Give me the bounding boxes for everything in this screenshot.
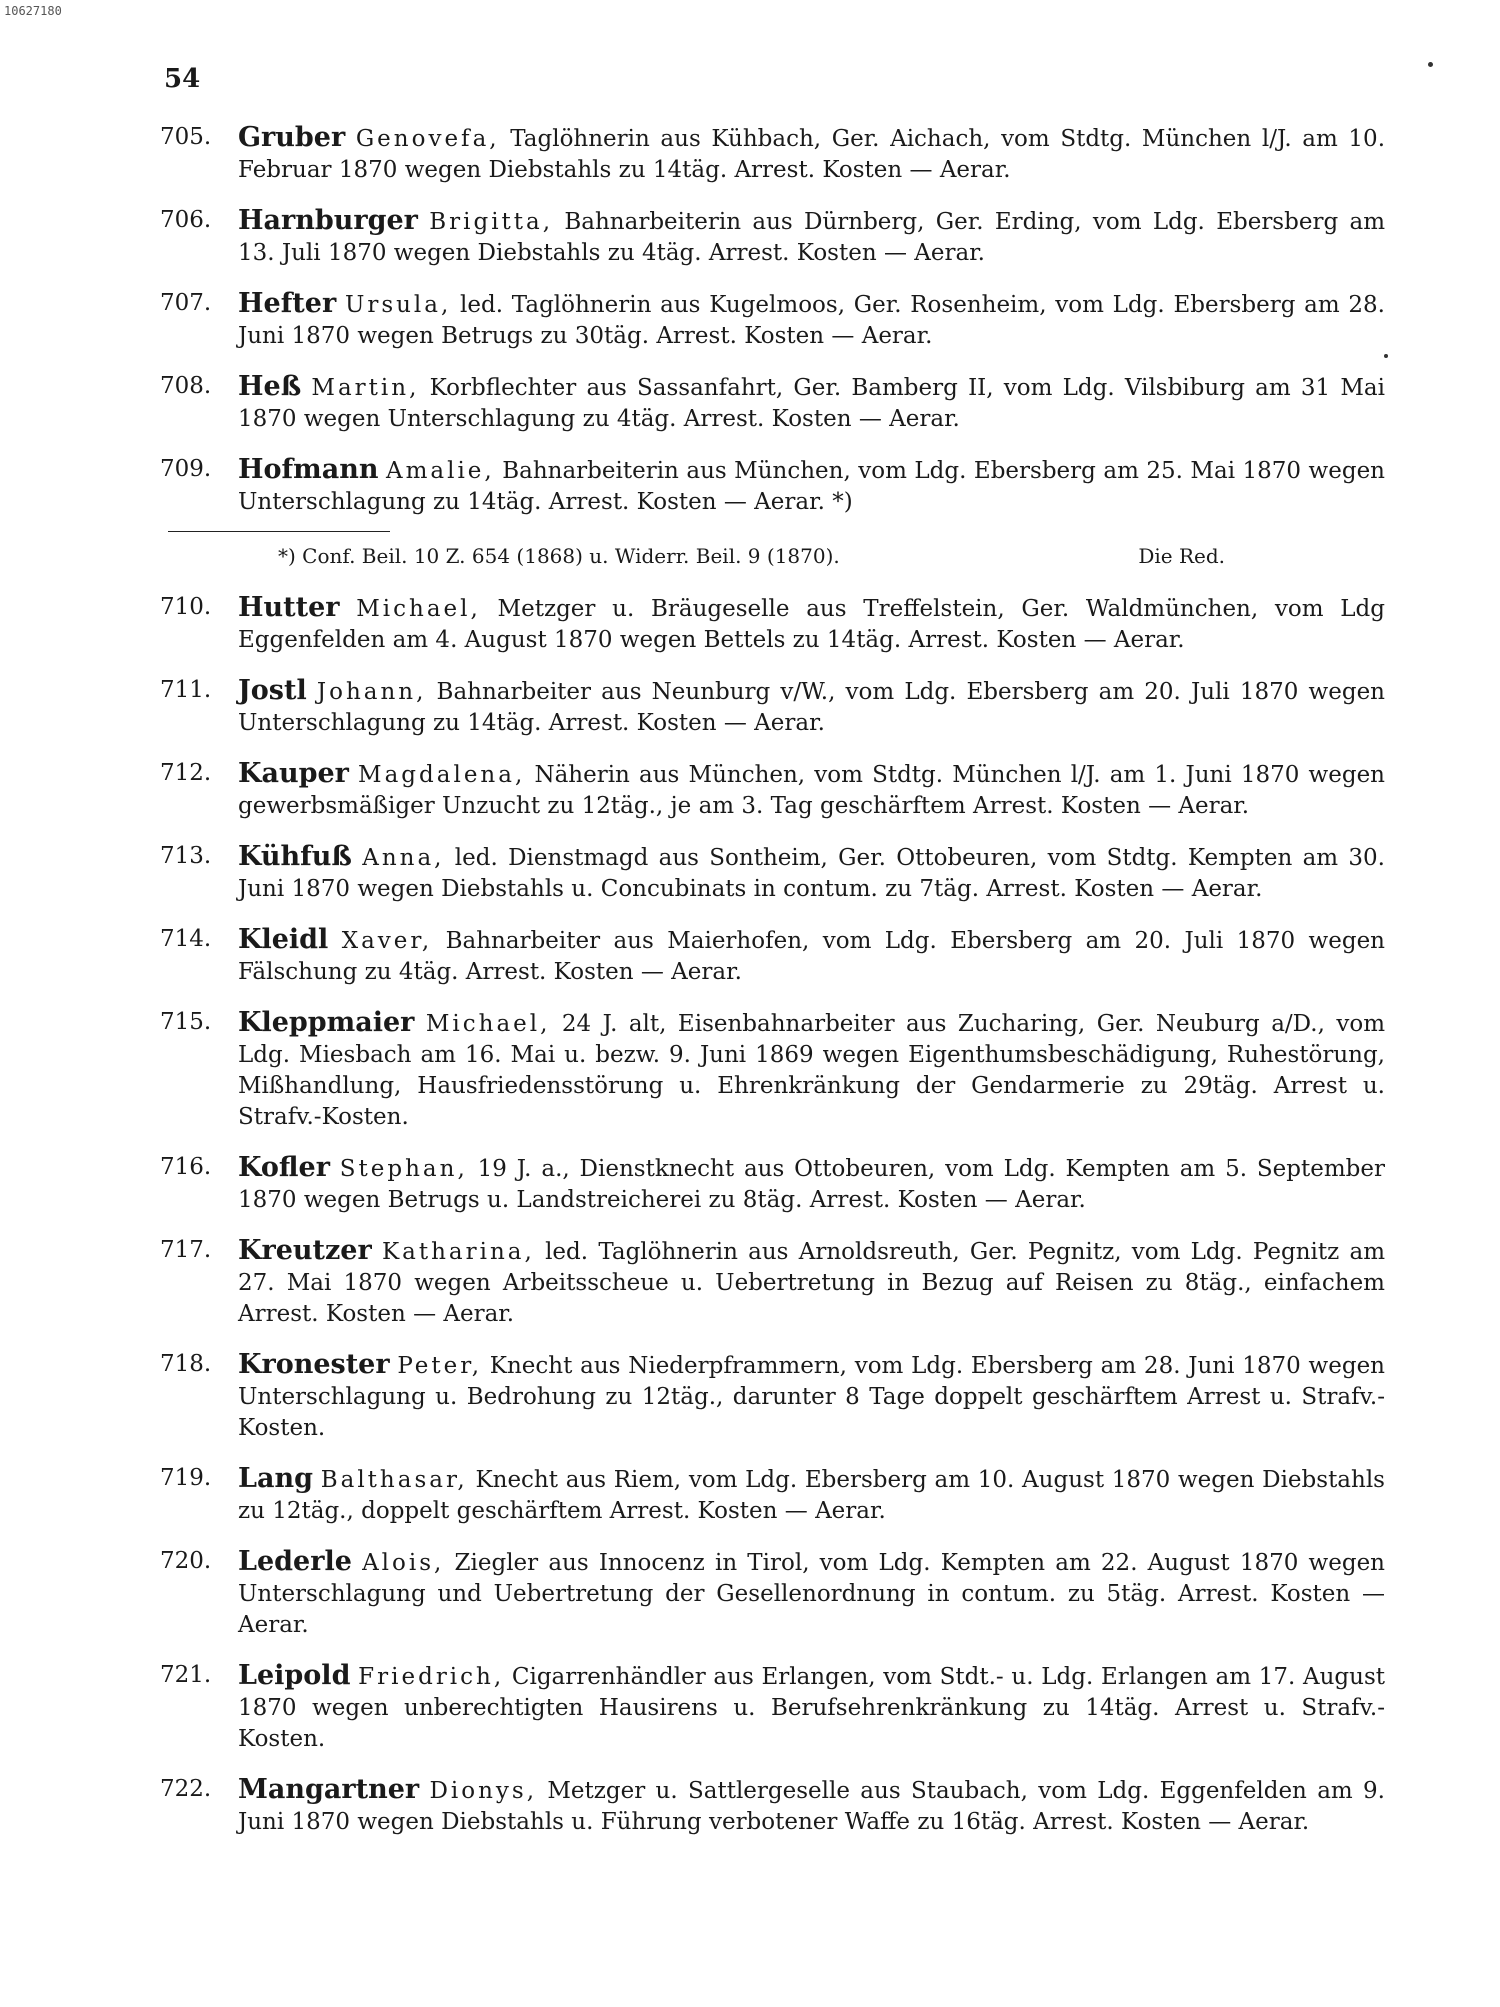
entries-after-note [160, 592, 1385, 1838]
entry-number: 717. [160, 1237, 212, 1263]
entry-text: Bahnarbeiter aus Neunburg v/W., vom Ldg. Ebersberg am 20. Juli 1870 wegen Unterschlagung zu 14täg. Arrest. Kosten — Aerar. [238, 679, 1385, 736]
entry [160, 1152, 1385, 1216]
entry-text: Knecht aus Niederpframmern, vom Ldg. Ebersberg am 28. Juni 1870 wegen Unterschlagung u. Bedrohung zu 12täg., darunter 8 Tage doppelt geschärftem Arrest u. Strafv.-Kosten. [238, 1353, 1385, 1441]
entry-given-name: Martin, [311, 375, 420, 401]
entry-surname: Leipold [238, 1660, 351, 1691]
entry-number: 709. [160, 456, 212, 482]
entry-text: led. Taglöhnerin aus Kugelmoos, Ger. Rosenheim, vom Ldg. Ebersberg am 28. Juni 1870 wegen Betrugs zu 30täg. Arrest. Kosten — Aerar. [238, 292, 1385, 349]
entry-given-name: Katharina, [381, 1239, 535, 1265]
entry-surname: Kauper [238, 758, 349, 789]
entry-given-name: Magdalena, [358, 762, 526, 788]
entry-given-name: Johann, [316, 679, 427, 705]
entry-number: 712. [160, 760, 212, 786]
footnote [160, 542, 1385, 570]
entry-text: Bahnarbeiterin aus München, vom Ldg. Ebersberg am 25. Mai 1870 wegen Unterschlagung zu 14täg. Arrest. Kosten — Aerar. *) [238, 458, 1385, 515]
entry-surname: Harnburger [238, 205, 418, 236]
entry-text: led. Taglöhnerin aus Arnoldsreuth, Ger. Pegnitz, vom Ldg. Pegnitz am 27. Mai 1870 wegen Arbeitsscheue u. Uebertretung in Bezug auf Reisen zu 8täg., einfachem Arrest. Kosten — Aerar. [238, 1239, 1386, 1327]
entry [160, 122, 1385, 186]
entry-text: Korbflechter aus Sassanfahrt, Ger. Bamberg II, vom Ldg. Vilsbiburg am 31 Mai 1870 wegen Unterschlagung zu 4täg. Arrest. Kosten — Aerar. [238, 375, 1385, 432]
entry [160, 454, 1385, 518]
entry-surname: Kleidl [238, 924, 329, 955]
entry-surname: Heß [238, 371, 302, 402]
footnote-signature: Die Red. [1138, 544, 1225, 568]
entry-given-name: Brigitta, [429, 209, 554, 235]
scan-id: 10627180 [4, 4, 62, 18]
entry-given-name: Dionys, [429, 1778, 538, 1804]
page-number: 54 [164, 64, 201, 94]
entry-surname: Hofmann [238, 454, 379, 485]
entry-text: led. Dienstmagd aus Sontheim, Ger. Ottobeuren, vom Stdtg. Kempten am 30. Juni 1870 wegen Diebstahls u. Concubinats in contum. zu 7täg. Arrest. Kosten — Aerar. [238, 845, 1385, 902]
entry-given-name: Stephan, [339, 1156, 468, 1182]
entry-text: Bahnarbeiterin aus Dürnberg, Ger. Erding, vom Ldg. Ebersberg am 13. Juli 1870 wegen Diebstahls zu 4täg. Arrest. Kosten — Aerar. [238, 209, 1386, 266]
entry-number: 713. [160, 843, 212, 869]
entry [160, 1463, 1385, 1527]
entry-given-name: Friedrich, [358, 1664, 505, 1690]
entry-surname: Kofler [238, 1152, 330, 1183]
entry-text: Cigarrenhändler aus Erlangen, vom Stdt.- u. Ldg. Erlangen am 17. August 1870 wegen unberechtigten Hausirens u. Berufsehrenkränkung zu 14täg. Arrest u. Strafv.-Kosten. [238, 1664, 1385, 1752]
entry-given-name: Balthasar, [320, 1467, 468, 1493]
entry-surname: Mangartner [238, 1774, 420, 1805]
entries-before-note [160, 122, 1385, 518]
entry-text: 19 J. a., Dienstknecht aus Ottobeuren, vom Ldg. Kempten am 5. September 1870 wegen Betrugs u. Landstreicherei zu 8täg. Arrest. Kosten — Aerar. [238, 1156, 1385, 1213]
entry-text: Näherin aus München, vom Stdtg. München l/J. am 1. Juni 1870 wegen gewerbsmäßiger Unzucht zu 12täg., je am 3. Tag geschärftem Arrest. Kosten — Aerar. [238, 762, 1385, 819]
entry-number: 708. [160, 373, 212, 399]
entry [160, 924, 1385, 988]
entry-text: Taglöhnerin aus Kühbach, Ger. Aichach, vom Stdtg. München l/J. am 10. Februar 1870 wegen Diebstahls zu 14täg. Arrest. Kosten — Aerar. [238, 126, 1385, 183]
entry-given-name: Xaver, [341, 928, 433, 954]
entry-text: Metzger u. Bräugeselle aus Treffelstein, Ger. Waldmünchen, vom Ldg Eggenfelden am 4. August 1870 wegen Bettels zu 14täg. Arrest. Kosten — Aerar. [238, 596, 1386, 653]
entry-number: 720. [160, 1548, 212, 1574]
entry-given-name: Alois, [362, 1550, 445, 1576]
entry-number: 714. [160, 926, 212, 952]
entry [160, 758, 1385, 822]
entry-number: 711. [160, 677, 212, 703]
entry-number: 721. [160, 1662, 212, 1688]
entry [160, 371, 1385, 435]
entry-given-name: Genovefa, [355, 126, 500, 152]
entry-given-name: Amalie, [385, 458, 495, 484]
entry [160, 205, 1385, 269]
entry-surname: Kronester [238, 1349, 390, 1380]
entry-text: Ziegler aus Innocenz in Tirol, vom Ldg. Kempten am 22. August 1870 wegen Unterschlagung und Uebertretung der Gesellenordnung in contum. zu 5täg. Arrest. Kosten — Aerar. [238, 1550, 1385, 1638]
entry-text: 24 J. alt, Eisenbahnarbeiter aus Zucharing, Ger. Neuburg a/D., vom Ldg. Miesbach am 16. Mai u. bezw. 9. Juni 1869 wegen Eigenthumsbeschädigung, Ruhestörung, Mißhandlung, Hausfriedensstörung u. Ehrenkränkung der Gendarmerie zu 29täg. Arrest u. Strafv.-Kosten. [238, 1011, 1386, 1130]
entry-number: 716. [160, 1154, 212, 1180]
entry-number: 707. [160, 290, 212, 316]
entry-surname: Kreutzer [238, 1235, 372, 1266]
entry-surname: Jostl [238, 675, 307, 706]
entry-surname: Lederle [238, 1546, 352, 1577]
entry-given-name: Ursula, [344, 292, 452, 318]
entry-number: 719. [160, 1465, 212, 1491]
entry [160, 1660, 1385, 1755]
entry [160, 1546, 1385, 1641]
entry-number: 706. [160, 207, 212, 233]
entry-surname: Kleppmaier [238, 1007, 415, 1038]
entry [160, 1774, 1385, 1838]
entry-surname: Gruber [238, 122, 346, 153]
entry-number: 718. [160, 1351, 212, 1377]
footnote-rule [168, 531, 390, 532]
entry [160, 288, 1385, 352]
entry-number: 705. [160, 124, 212, 150]
entry [160, 675, 1385, 739]
entry-given-name: Anna, [362, 845, 445, 871]
entry-number: 710. [160, 594, 212, 620]
entry-surname: Hefter [238, 288, 337, 319]
speck-mark [1428, 62, 1433, 67]
entry-given-name: Michael, [425, 1011, 551, 1037]
entry-surname: Lang [238, 1463, 313, 1494]
entry-list [160, 122, 1385, 1857]
entry [160, 1007, 1385, 1133]
entry-text: Metzger u. Sattlergeselle aus Staubach, vom Ldg. Eggenfelden am 9. Juni 1870 wegen Diebstahls u. Führung verbotener Waffe zu 16täg. Arrest. Kosten — Aerar. [238, 1778, 1385, 1835]
entry-surname: Kühfuß [238, 841, 352, 872]
footnote-text: *) Conf. Beil. 10 Z. 654 (1868) u. Widerr. Beil. 9 (1870). [278, 544, 840, 568]
entry-text: Knecht aus Riem, vom Ldg. Ebersberg am 10. August 1870 wegen Diebstahls zu 12täg., doppelt geschärftem Arrest. Kosten — Aerar. [238, 1467, 1385, 1524]
entry [160, 592, 1385, 656]
entry-number: 715. [160, 1009, 212, 1035]
entry [160, 1235, 1385, 1330]
entry [160, 1349, 1385, 1444]
entry-given-name: Peter, [397, 1353, 483, 1379]
entry-text: Bahnarbeiter aus Maierhofen, vom Ldg. Ebersberg am 20. Juli 1870 wegen Fälschung zu 4täg. Arrest. Kosten — Aerar. [238, 928, 1385, 985]
entry-given-name: Michael, [356, 596, 481, 622]
entry-surname: Hutter [238, 592, 340, 623]
entry [160, 841, 1385, 905]
entry-number: 722. [160, 1776, 212, 1802]
